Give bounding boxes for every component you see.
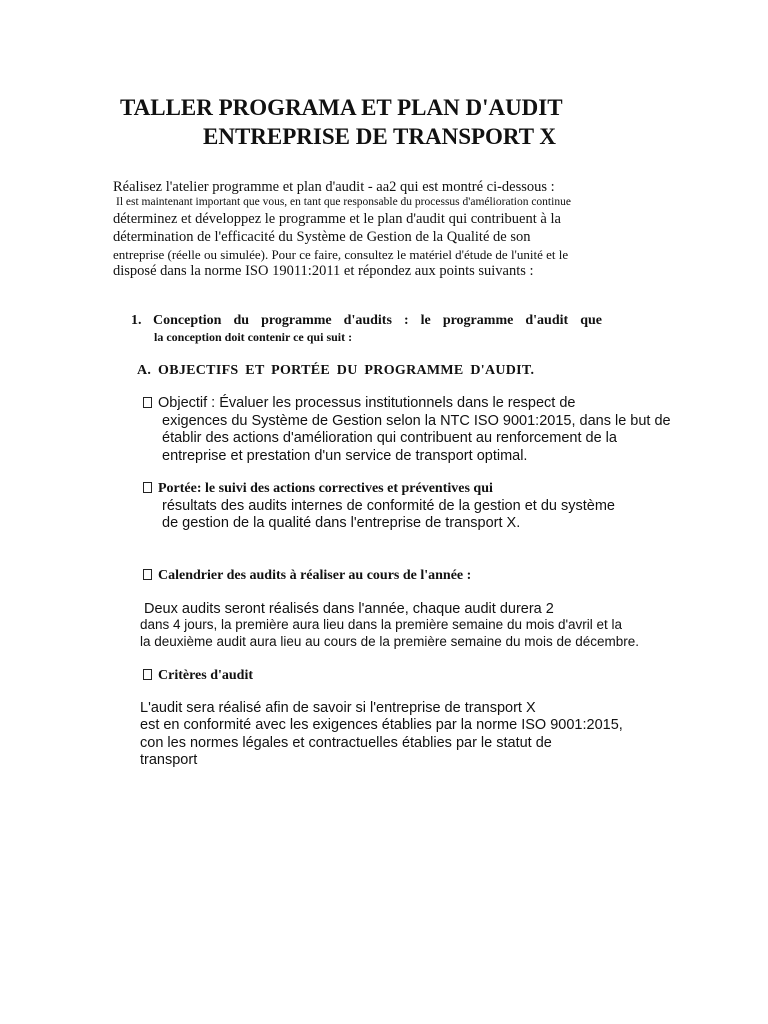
intro-line-2: Il est maintenant important que vous, en tant que responsable du processus d'amélioration continue [116,196,571,208]
intro-line-5: entreprise (réelle ou simulée). Pour ce faire, consultez le matériel d'étude de l'unité et le [113,247,569,262]
portee-line-3: de gestion de la qualité dans l'entreprise de transport X. [162,515,521,531]
section-a-heading: A. OBJECTIFS ET PORTÉE DU PROGRAMME D'AUDIT. [137,363,535,378]
title-line-2: ENTREPRISE DE TRANSPORT X [203,124,557,149]
intro-line-3: déterminez et développez le programme et le plan d'audit qui contribuent à la [113,211,561,227]
section-1-heading: Conception du programme d'audits : le programme d'audit que [153,313,602,328]
title-line-1: TALLER PROGRAMA ET PLAN D'AUDIT [120,95,563,120]
intro-line-6: disposé dans la norme ISO 19011:2011 et répondez aux points suivants : [113,263,534,279]
objectif-line-4: entreprise et prestation d'un service de transport optimal. [162,448,528,464]
calendrier-line-1: Deux audits seront réalisés dans l'année, chaque audit durera 2 [144,601,554,617]
criteres-line-3: con les normes légales et contractuelles établies par le statut de [140,735,552,751]
objectif-text-1: Objectif : Évaluer les processus institutionnels dans le respect de [158,395,576,411]
criteres-line-2: est en conformité avec les exigences établies par la norme ISO 9001:2015, [140,717,623,733]
criteres-heading [143,668,253,684]
portee-heading-text: Portée: le suivi des actions correctives et préventives qui [158,481,493,496]
intro-line-1: Réalisez l'atelier programme et plan d'audit - aa2 qui est montré ci-dessous : [113,179,555,195]
checkbox-bullet-icon [143,397,152,408]
objectif-line-1 [143,395,576,411]
criteres-heading-text: Critères d'audit [158,668,254,683]
section-1-subheading: la conception doit contenir ce qui suit : [154,330,353,344]
calendrier-heading [143,568,471,584]
criteres-line-1: L'audit sera réalisé afin de savoir si l'entreprise de transport X [140,700,536,716]
calendrier-line-3: la deuxième audit aura lieu au cours de la première semaine du mois de décembre. [140,634,640,649]
calendrier-line-2: dans 4 jours, la première aura lieu dans la première semaine du mois d'avril et la [140,617,623,632]
objectif-line-3: établir des actions d'amélioration qui contribuent au renforcement de la [162,430,617,446]
checkbox-bullet-icon [143,482,152,493]
intro-line-4: détermination de l'efficacité du Système de Gestion de la Qualité de son [113,229,531,245]
portee-line-2: résultats des audits internes de conformité de la gestion et du système [162,498,615,514]
checkbox-bullet-icon [143,569,152,580]
calendrier-heading-text: Calendrier des audits à réaliser au cours de l'année : [158,568,472,583]
portee-heading [143,481,493,497]
section-1-number: 1. [131,313,142,328]
objectif-line-2: exigences du Système de Gestion selon la NTC ISO 9001:2015, dans le but de [162,413,671,429]
checkbox-bullet-icon [143,669,152,680]
criteres-line-4: transport [140,752,198,768]
